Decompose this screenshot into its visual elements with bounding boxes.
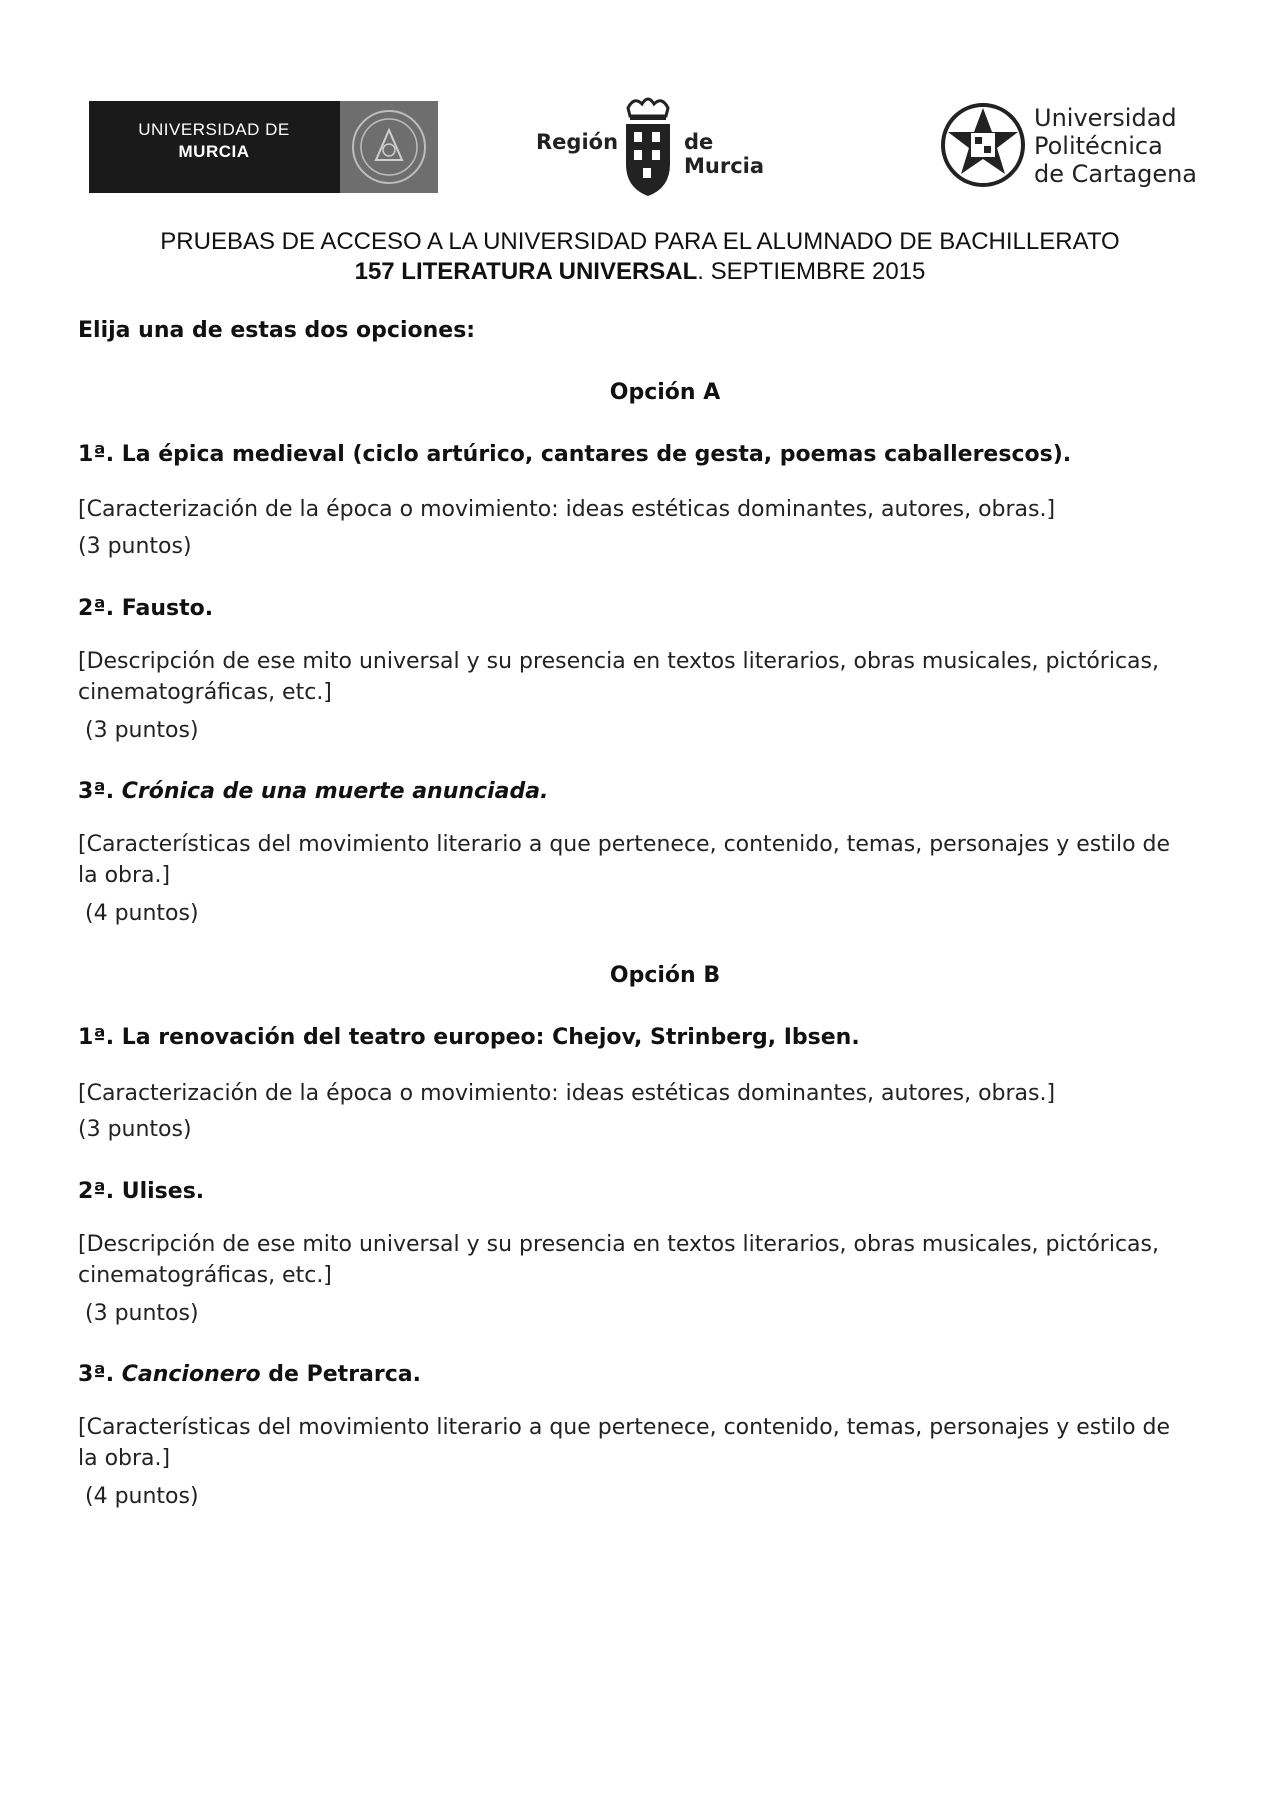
coat-of-arms-icon — [620, 94, 676, 198]
option-b-q3-number: 3ª. — [78, 1362, 122, 1387]
option-a-q1-description: [Caracterización de la época o movimiento: ideas estéticas dominantes, autores, obras.] — [78, 497, 1056, 522]
option-a-q3-work: Crónica de una muerte anunciada. — [121, 779, 549, 804]
option-a-q2-description-line2: cinematográficas, etc.] — [78, 680, 332, 705]
region-murcia-logo — [536, 94, 796, 200]
option-a-q2-description-line1: [Descripción de ese mito universal y su presencia en textos literarios, obras musicales, pictóricas, — [78, 649, 1159, 674]
upct-logo-line2: Politécnica — [1034, 132, 1163, 160]
um-logo-line2: MURCIA — [178, 142, 250, 161]
option-a-q3-description-line2: la obra.] — [78, 863, 171, 888]
option-b-q3-author: de Petrarca. — [260, 1362, 421, 1387]
option-a-q1-title: 1ª. La épica medieval (ciclo artúrico, cantares de gesta, poemas caballerescos). — [78, 442, 1072, 467]
option-b-q1-description: [Caracterización de la época o movimiento: ideas estéticas dominantes, autores, obras.] — [78, 1081, 1056, 1106]
option-a-q3-points: (4 puntos) — [78, 901, 199, 926]
option-b-q1-points: (3 puntos) — [78, 1117, 192, 1142]
region-logo-right: de Murcia — [684, 130, 765, 178]
option-b-heading — [0, 963, 1280, 988]
upct-logo-line1: Universidad — [1034, 104, 1177, 132]
option-b-q2-title: 2ª. Ulises. — [78, 1179, 205, 1204]
option-b-q2-description-line2: cinematográficas, etc.] — [78, 1263, 332, 1288]
option-a-title: Opción A — [609, 380, 721, 405]
universidad-murcia-logo — [89, 101, 438, 193]
option-a-q3-number: 3ª. — [78, 779, 122, 804]
option-a-q2-points: (3 puntos) — [78, 718, 199, 743]
option-a-q2-title: 2ª. Fausto. — [78, 596, 214, 621]
option-b-q3-work: Cancionero — [121, 1362, 261, 1387]
option-b-q2-points: (3 puntos) — [78, 1301, 199, 1326]
exam-header-subtitle — [0, 258, 1280, 286]
um-logo-line1: UNIVERSIDAD DE — [138, 120, 290, 139]
instructions: Elija una de estas dos opciones: — [78, 318, 476, 343]
option-b-q3-points: (4 puntos) — [78, 1484, 199, 1509]
option-a-q3-title — [78, 779, 548, 804]
upct-emblem-icon — [940, 102, 1026, 188]
option-b-q3-title — [78, 1362, 421, 1387]
exam-session: . SEPTIEMBRE 2015 — [697, 258, 926, 285]
upct-logo — [940, 102, 1200, 192]
subject-code-title: 157 LITERATURA UNIVERSAL — [354, 258, 698, 285]
region-logo-left: Región — [536, 130, 619, 154]
option-b-q3-description-line1: [Características del movimiento literario a que pertenece, contenido, temas, personajes y estilo de — [78, 1415, 1171, 1440]
option-b-q3-description-line2: la obra.] — [78, 1446, 171, 1471]
option-b-title: Opción B — [609, 963, 721, 988]
um-seal-icon — [340, 101, 438, 193]
exam-header-title: PRUEBAS DE ACCESO A LA UNIVERSIDAD PARA EL ALUMNADO DE BACHILLERATO — [160, 228, 1120, 255]
option-b-q2-description-line1: [Descripción de ese mito universal y su presencia en textos literarios, obras musicales, pictóricas, — [78, 1232, 1159, 1257]
option-a-q3-description-line1: [Características del movimiento literario a que pertenece, contenido, temas, personajes y estilo de — [78, 832, 1171, 857]
option-b-q1-title: 1ª. La renovación del teatro europeo: Chejov, Strinberg, Ibsen. — [78, 1025, 860, 1050]
upct-logo-line3: de Cartagena — [1034, 160, 1197, 188]
option-a-q1-points: (3 puntos) — [78, 534, 192, 559]
option-a-heading — [0, 380, 1280, 405]
